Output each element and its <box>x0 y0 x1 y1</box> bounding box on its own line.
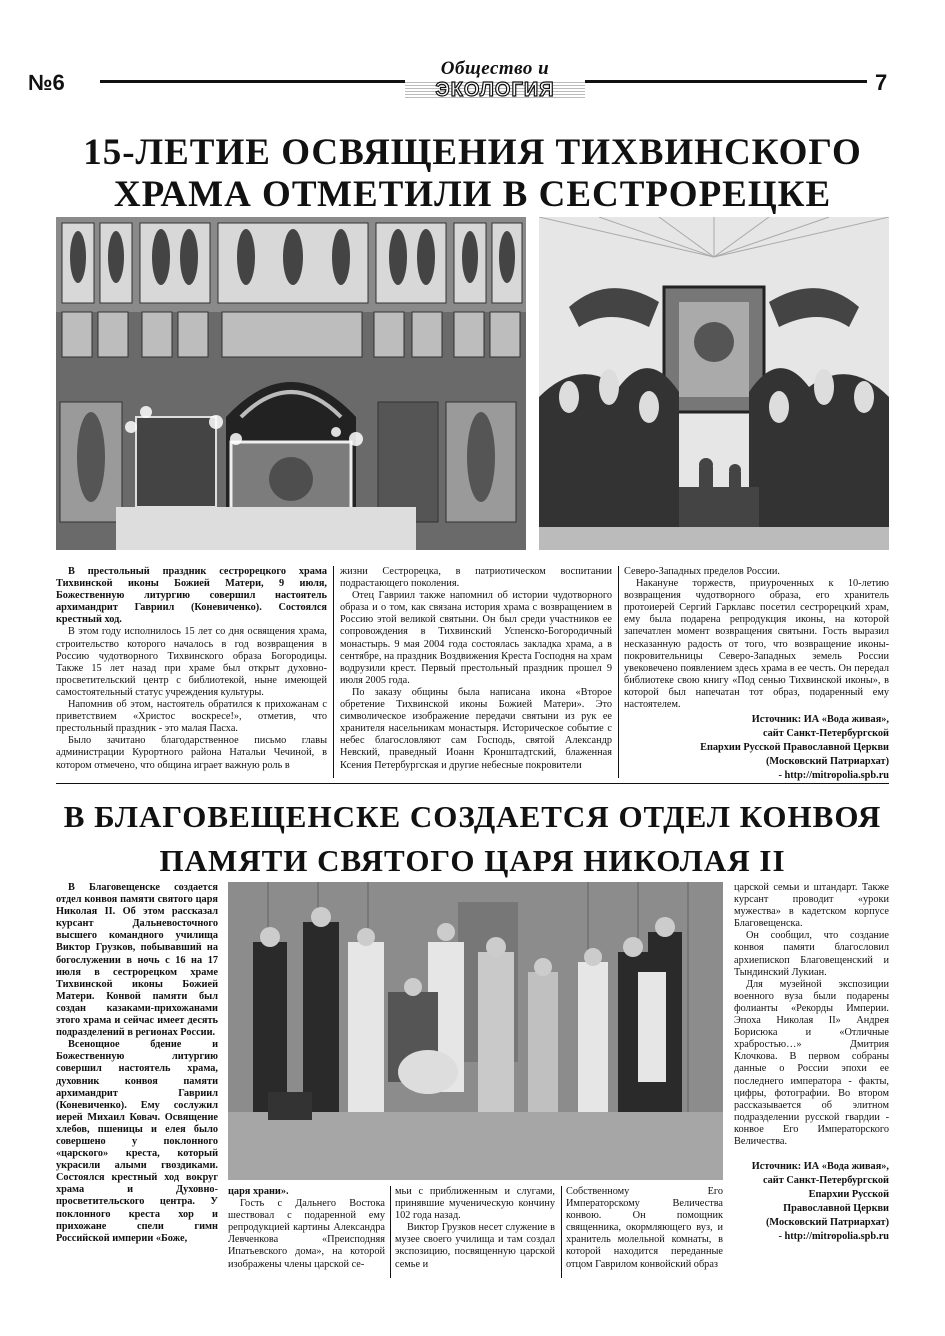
article1-source <box>624 713 889 783</box>
masthead-bottom: ЭКОЛОГИЯ <box>405 80 585 100</box>
article1-column-1 <box>56 566 327 772</box>
article2-paragraph: Собственному Его Императорскому Величества конвою. Он помощник священника, окормляющего вуз, и хранитель молельной комнаты, в которой находится переданные отцом Гаврилом конвойский образ <box>566 1186 723 1270</box>
iconostasis-photo <box>56 217 526 550</box>
header-rule-left <box>100 80 405 83</box>
article2-right-column <box>734 882 889 1244</box>
column-divider <box>390 1186 391 1278</box>
source-line: Епархии Русской <box>808 1189 889 1201</box>
source-line: Источник: ИА «Вода живая», <box>751 1161 889 1173</box>
masthead-top: Общество и <box>440 58 550 79</box>
article2-bottom-column-1 <box>228 1186 385 1271</box>
source-line: - http://mitropolia.spb.ru <box>778 770 889 782</box>
article1-paragraph: В этом году исполнилось 15 лет со дня освящения храма, строительство которого началось в год возвращения в Россию чудотворного Тихвинского образа Богородицы. Также 15 лет назад при храме был открыт духовно-просветительский центр с библиотекой, ныне имеющей самостоятельный статус учреждения культуры. <box>56 626 327 698</box>
headline-line-1: 15-ЛЕТИЕ ОСВЯЩЕНИЯ ТИХВИНСКОГО <box>83 132 862 173</box>
source-line: Православной Церкви <box>783 1203 889 1215</box>
article2-paragraph: Всенощное бдение и Божественную литургию совершил настоятель храма, духовник конвоя памяти архимандрит Гавриил (Коневиченко). Ему сослужил иерей Михаил Ковач. Освящение хлебов, пшеницы и елея было совершено у поклонного «царского» креста, который украсили алыми гвоздиками. Состоялся крестный ход вокруг храма и Духовно-просветительского центра. У поклонного креста хор и прихожане спели гимн Российской империи «Боже, <box>56 1039 218 1244</box>
article2-paragraph: царской семьи и штандарт. Также курсант проводит «уроки мужества» в кадетском корпусе Благовещенска. <box>734 882 889 930</box>
article1-lead: В престольный праздник сестрорецкого храма Тихвинской иконы Божией Матери, 9 июля, Божественную литургию совершил настоятель архимандрит Гавриил (Коневиченко). Состоялся крестный ход. <box>56 566 327 626</box>
article1-paragraph: Было зачитано благодарственное письмо главы администрации Курортного района Натальи Чечиной, в котором отмечено, что община играет важную роль в <box>56 735 327 771</box>
article2-lead-end: царя храни». <box>228 1186 289 1197</box>
article1-paragraph: Отец Гавриил также напомнил об истории чудотворного образа и о том, как связана история храма с возвращением в Россию этой великой святыни. Он был среди участников ее сопровождения в Тихвинский Успенско-Богородичный монастырь. 9 мая 2004 года состоялась закладка храма, а в сентябре, на праздник Воздвижения Креста Господня на храм водрузили крест. Первый престольный праздник прошел 9 июля 2005 года. <box>340 590 612 686</box>
article1-headline <box>30 132 915 216</box>
source-line: Источник: ИА «Вода живая», <box>751 714 889 726</box>
column-divider <box>333 566 334 778</box>
source-line: (Московский Патриархат) <box>765 756 889 768</box>
masthead <box>405 58 585 100</box>
source-line: сайт Санкт-Петербургской <box>762 728 889 740</box>
article1-paragraph: Северо-Западных пределов России. <box>624 566 780 577</box>
page-number: 7 <box>875 70 888 95</box>
article1-column-3 <box>624 566 889 783</box>
source-line: (Московский Патриархат) <box>765 1217 889 1229</box>
issue-number: №6 <box>28 70 65 95</box>
article1-column-2 <box>340 566 612 772</box>
article2-left-column <box>56 882 218 1245</box>
headline-line-2: ХРАМА ОТМЕТИЛИ В СЕСТРОРЕЦКЕ <box>113 174 832 215</box>
article2-paragraph: мьи с приближенным и слугами, принявшие мученическую кончину 102 года назад. <box>395 1186 555 1222</box>
article2-bottom-column-2 <box>395 1186 555 1271</box>
article1-paragraph: жизни Сестрорецка, в патриотическом воспитании подрастающего поколения. <box>340 566 612 590</box>
article1-paragraph: Напомнив об этом, настоятель обратился к прихожанам с приветствием «Христос воскресе!», отметив, что престольный праздник - это малая Пасха. <box>56 699 327 735</box>
family-painting <box>228 882 723 1180</box>
article2-lead: В Благовещенске создается отдел конвоя памяти святого царя Николая II. Об этом рассказал курсант Дальневосточного высшего командного училища Виктор Грузков, побывавший на богослужении в ночь с 16 на 17 июля в сестрорецком храме Тихвинской иконы Божией Матери. Конвой памяти был создан казаками-прихожанами этого храма и сейчас имеет десять подразделений в регионах России. <box>56 882 218 1039</box>
source-line: сайт Санкт-Петербургской <box>762 1175 889 1187</box>
section-divider <box>56 783 889 784</box>
article2-paragraph: Гость с Дальнего Востока шествовал с подаренной ему репродукцией картины Александра Левченкова «Преисподняя Ипатьевского дома», на которой изображены члены царской се- <box>228 1198 385 1270</box>
article2-source <box>734 1160 889 1244</box>
article2-headline <box>30 795 915 883</box>
icon-painting <box>539 217 889 550</box>
headline-line-1: В БЛАГОВЕЩЕНСКЕ СОЗДАЕТСЯ ОТДЕЛ КОНВОЯ <box>63 799 882 834</box>
article1-paragraph: Накануне торжеств, приуроченных к 10-летию возвращения чудотворного образа, его хранитель протоиерей Сергий Гарклавс посетил сестрорецкий храм, ему была подарена репродукция иконы, на которой запечатлен момент возвращения святыни. Гость выразил несказанную радость от того, что возвращение иконы-покровительницы Северо-Западных земель России увековечено появлением здесь храма в ее честь. Он передал библиотеке свою книгу «Под сенью Тихвинской иконы», в которой был напечатан тот образ, подаренный ему настоятелем. <box>624 578 889 711</box>
article1-paragraph: По заказу общины была написана икона «Второе обретение Тихвинской иконы Божией Матери». Это символическое изображение передачи святыни из рук ее хранителя насельникам монастыря. Историческое событие с небес благословляют сам Господь, святой Александр Невский, праведный Иоанн Кронштадтский, блаженная Ксения Петербургская и другие небесные покровители <box>340 686 612 771</box>
source-line: Епархии Русской Православной Церкви <box>700 742 889 754</box>
article2-paragraph: Он сообщил, что создание конвоя памяти благословил архиепископ Благовещенский и Тындинский Лукиан. <box>734 930 889 978</box>
article2-bottom-column-3 <box>566 1186 723 1271</box>
column-divider <box>618 566 619 778</box>
column-divider <box>561 1186 562 1278</box>
article2-paragraph: Виктор Грузков несет служение в музее своего училища и там создал экспозицию, посвященную царской семье и <box>395 1222 555 1270</box>
article2-paragraph: Для музейной экспозиции военного вуза были подарены фолианты «Рекорды Империи. Эпоха Николая II» Андрея Борисюка и «Отличные храбростью…» Дмитрия Клочкова. В первом собраны данные о России эпохи ее последнего императора - факты, цифры, фотографии. Во втором рассказывается об элитном подразделении русской гвардии - конвое Его Императорского Величества. <box>734 978 889 1147</box>
source-line: - http://mitropolia.spb.ru <box>778 1231 889 1243</box>
headline-line-2: ПАМЯТИ СВЯТОГО ЦАРЯ НИКОЛАЯ II <box>159 843 786 878</box>
header-rule-right <box>585 80 867 83</box>
